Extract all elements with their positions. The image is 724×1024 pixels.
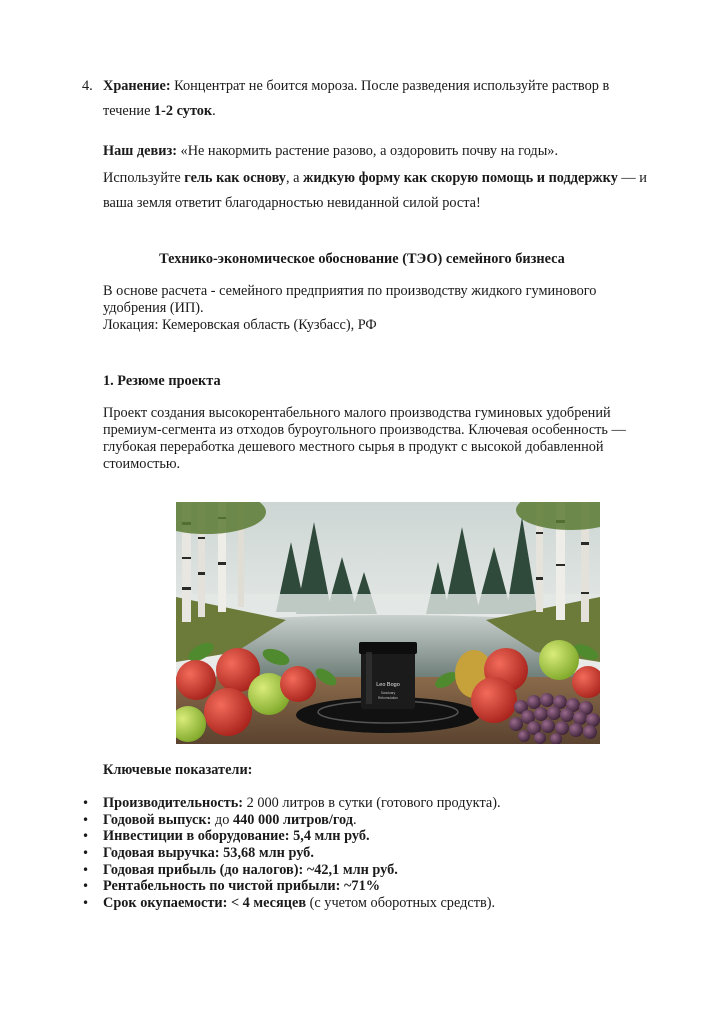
storage-line-1: Хранение: Концентрат не боится мороза. После разведения используйте раствор в [103, 78, 610, 94]
list-item: • Годовая выручка: 53,68 млн руб. [82, 845, 501, 862]
list-item: • Срок окупаемости: < 4 месяцев (с учетом оборотных средств). [82, 895, 501, 912]
jar-line-2: Reformulation [378, 696, 398, 700]
usage-line-1: Используйте гель как основу, а жидкую форму как скорую помощь и поддержку — и [103, 170, 647, 186]
storage-line-2: течение 1-2 суток. [103, 103, 216, 119]
key-indicators-title: Ключевые показатели: [103, 762, 253, 778]
list-item: • Инвестиции в оборудование: 5,4 млн руб. [82, 828, 501, 845]
basis-paragraph: В основе расчета - семейного предприятия по производству жидкого гуминового удобрения (ИП). Локация: Кемеровская область (Кузбасс), РФ [103, 283, 597, 333]
section-1-title: 1. Резюме проекта [103, 373, 221, 389]
key-indicators-list [82, 795, 501, 912]
summary-paragraph: Проект создания высокорентабельного малого производства гуминовых удобрений премиум-сегмента из отходов буроугольного производства. Ключевая особенность — глубокая переработка дешевого местного сырья в продукт с высокой добавленной стоимостью. [103, 405, 626, 472]
motto: Наш девиз: «Не накормить растение разово, а оздоровить почву на годы». [103, 143, 559, 159]
motto-label: Наш девиз: [103, 143, 177, 159]
storage-label: Хранение: [103, 78, 171, 94]
product-jar [359, 642, 417, 709]
list-item: • Годовая прибыль (до налогов): ~42,1 млн руб. [82, 862, 501, 879]
list-number: 4. [82, 78, 93, 94]
list-item: • Рентабельность по чистой прибыли: ~71% [82, 878, 501, 895]
list-item: • Годовой выпуск: до 440 000 литров/год. [82, 812, 501, 829]
jar-line-1: Sanctuary [380, 691, 396, 695]
jar-brand: Leo Bogo [376, 682, 400, 688]
product-photo [176, 502, 600, 744]
storage-term: 1-2 суток [154, 103, 213, 119]
list-item: • Производительность: 2 000 литров в сутки (готового продукта). [82, 795, 501, 812]
usage-line-2: ваша земля ответит благодарностью невиданной силой роста! [103, 195, 481, 211]
section-heading: Технико-экономическое обоснование (ТЭО) семейного бизнеса [159, 251, 565, 267]
